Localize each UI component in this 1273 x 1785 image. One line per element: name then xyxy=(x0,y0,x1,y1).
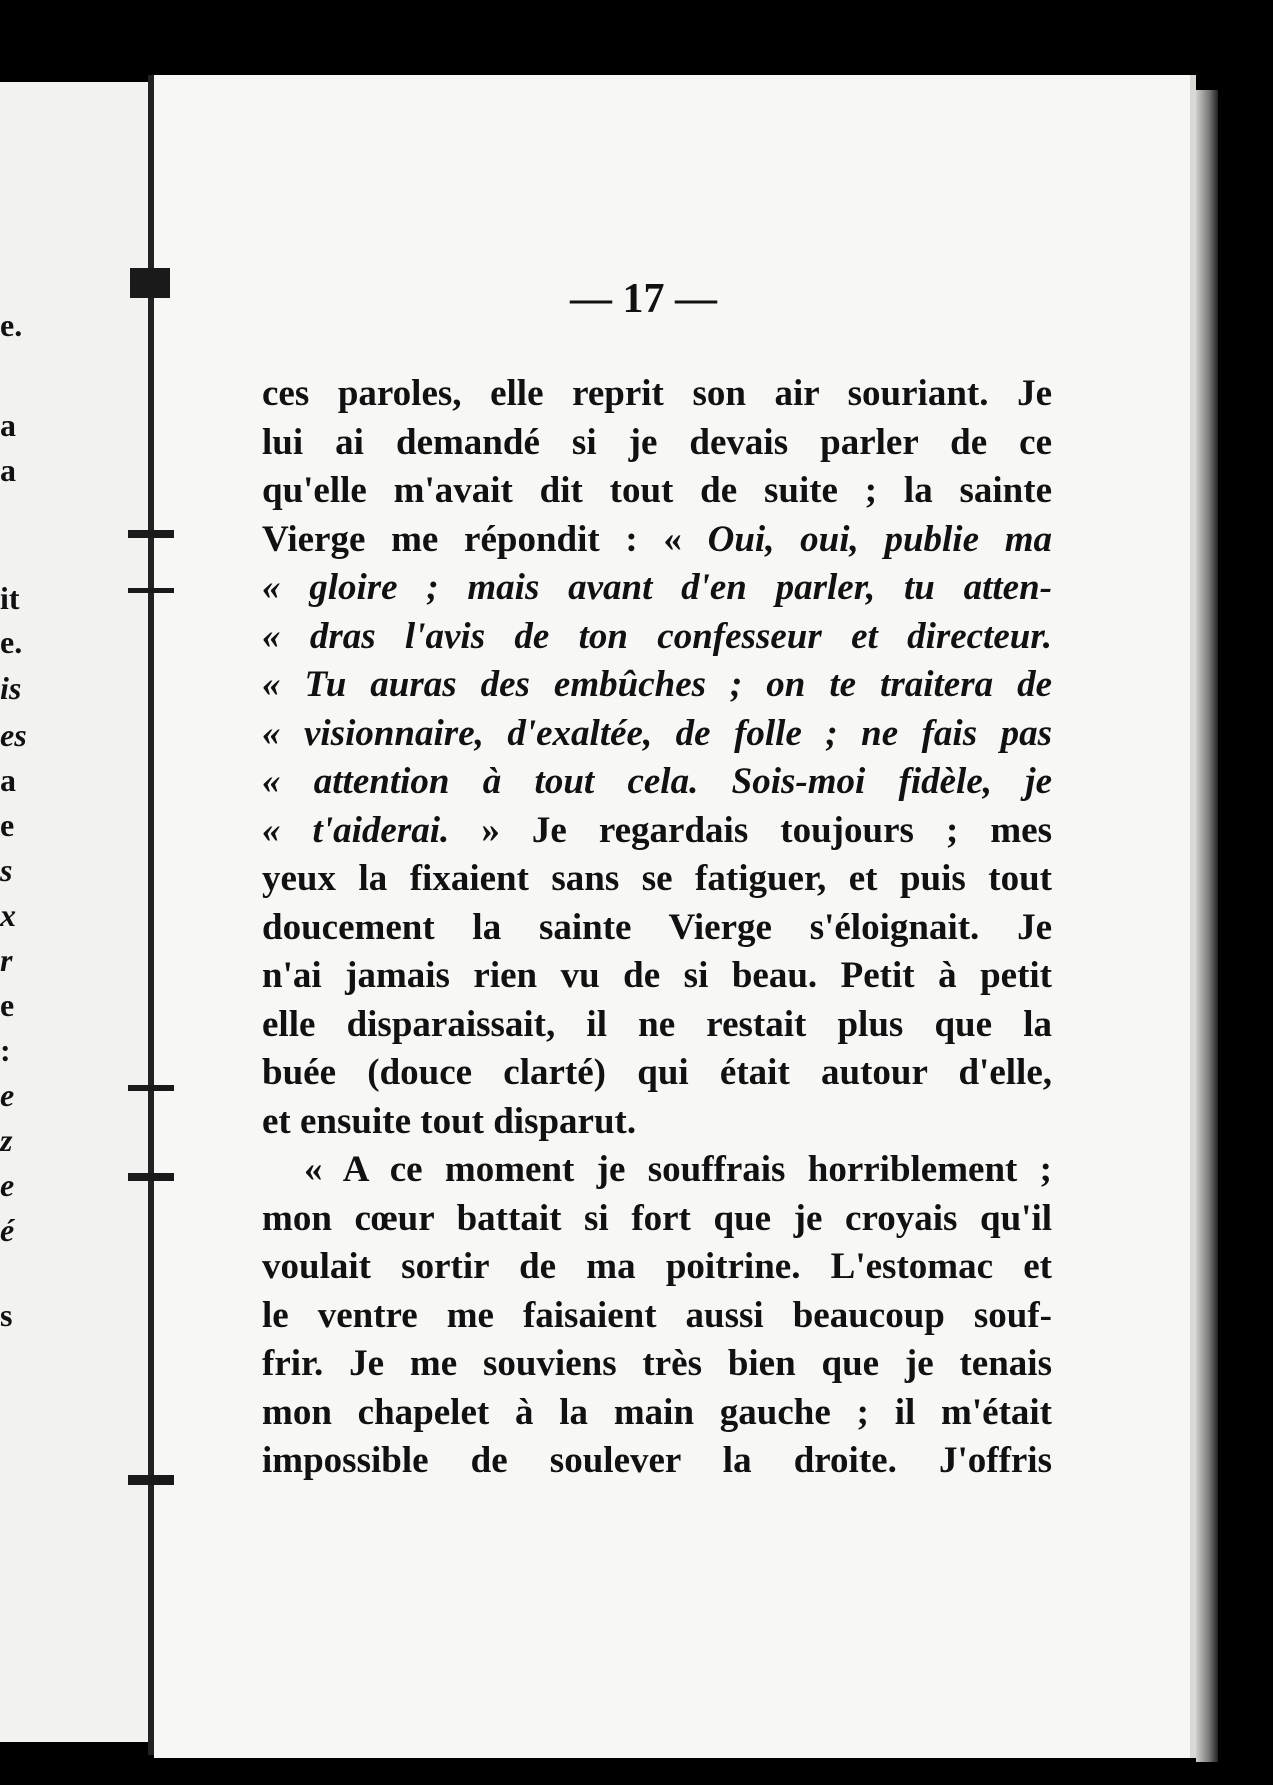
left-fragment: it xyxy=(0,580,20,616)
binding-stitch-mark xyxy=(128,1475,174,1485)
left-fragment: e. xyxy=(0,624,23,660)
text-line: mon chapelet à la main gauche ; il m'était xyxy=(262,1391,1052,1433)
text-line: qu'elle m'avait dit tout de suite ; la sainte xyxy=(262,470,1052,511)
body-text xyxy=(262,370,1052,1486)
text-line: lui ai demandé si je devais parler de ce xyxy=(262,421,1052,463)
left-fragment: s xyxy=(0,1297,13,1333)
left-fragment: e xyxy=(0,987,15,1023)
binding-stitch-mark xyxy=(128,1173,174,1181)
text-line xyxy=(262,516,1052,565)
text-segment: » Je regardais toujours ; mes xyxy=(449,809,1052,851)
text-line: « visionnaire, d'exaltée, de folle ; ne fais pas xyxy=(262,712,1052,754)
book-spine-binding xyxy=(148,75,154,1755)
left-fragment: z xyxy=(0,1122,13,1158)
italic-segment: « t'aiderai. xyxy=(262,809,450,851)
italic-segment: Oui, oui, publie ma xyxy=(707,518,1052,560)
left-page xyxy=(0,82,165,1742)
left-fragment: r xyxy=(0,942,13,978)
text-line: mon cœur battait si fort que je croyais qu'il xyxy=(262,1197,1052,1239)
text-line: « attention à tout cela. Sois-moi fidèle, je xyxy=(262,761,1052,802)
text-line: yeux la fixaient sans se fatiguer, et puis tout xyxy=(262,858,1052,899)
left-fragment: e. xyxy=(0,307,23,343)
binding-stitch-mark xyxy=(128,530,174,538)
text-line: buée (douce clarté) qui était autour d'elle, xyxy=(262,1052,1052,1093)
text-line: doucement la sainte Vierge s'éloignait. Je xyxy=(262,906,1052,948)
binding-stitch-mark xyxy=(130,268,170,298)
left-fragment: : xyxy=(0,1032,11,1068)
text-line: et ensuite tout disparut. xyxy=(262,1100,637,1142)
page-number: — 17 — xyxy=(570,276,717,322)
text-line: « A ce moment je souffrais horriblement ; xyxy=(304,1149,1052,1190)
text-line: elle disparaissait, il ne restait plus que la xyxy=(262,1003,1052,1045)
text-line: voulait sortir de ma poitrine. L'estomac et xyxy=(262,1246,1052,1287)
text-line: « gloire ; mais avant d'en parler, tu atten- xyxy=(262,567,1052,608)
text-line xyxy=(262,807,1052,856)
text-segment: Vierge me répondit : « xyxy=(262,518,708,560)
left-fragment: a xyxy=(0,762,16,798)
text-line: frir. Je me souviens très bien que je tenais xyxy=(262,1343,1052,1384)
left-fragment: is xyxy=(0,670,22,706)
left-fragment: e xyxy=(0,1077,15,1113)
left-fragment: e xyxy=(0,807,15,843)
text-line: « Tu auras des embûches ; on te traitera de xyxy=(262,664,1052,705)
left-fragment: a xyxy=(0,452,16,488)
text-line: impossible de soulever la droite. J'offris xyxy=(262,1440,1052,1481)
text-line: le ventre me faisaient aussi beaucoup souf- xyxy=(262,1294,1052,1336)
text-line: ces paroles, elle reprit son air souriant. Je xyxy=(262,373,1052,414)
text-line: n'ai jamais rien vu de si beau. Petit à petit xyxy=(262,955,1052,996)
left-fragment: es xyxy=(0,717,27,753)
left-fragment: s xyxy=(0,852,13,888)
left-fragment: a xyxy=(0,407,16,443)
binding-stitch-mark xyxy=(128,588,174,593)
left-fragment: x xyxy=(0,897,16,933)
left-fragment: é xyxy=(0,1212,15,1248)
binding-stitch-mark xyxy=(128,1085,174,1091)
page-edge-shadow xyxy=(1196,90,1218,1762)
left-fragment: e xyxy=(0,1167,15,1203)
text-line: « dras l'avis de ton confesseur et directeur. xyxy=(262,615,1052,657)
